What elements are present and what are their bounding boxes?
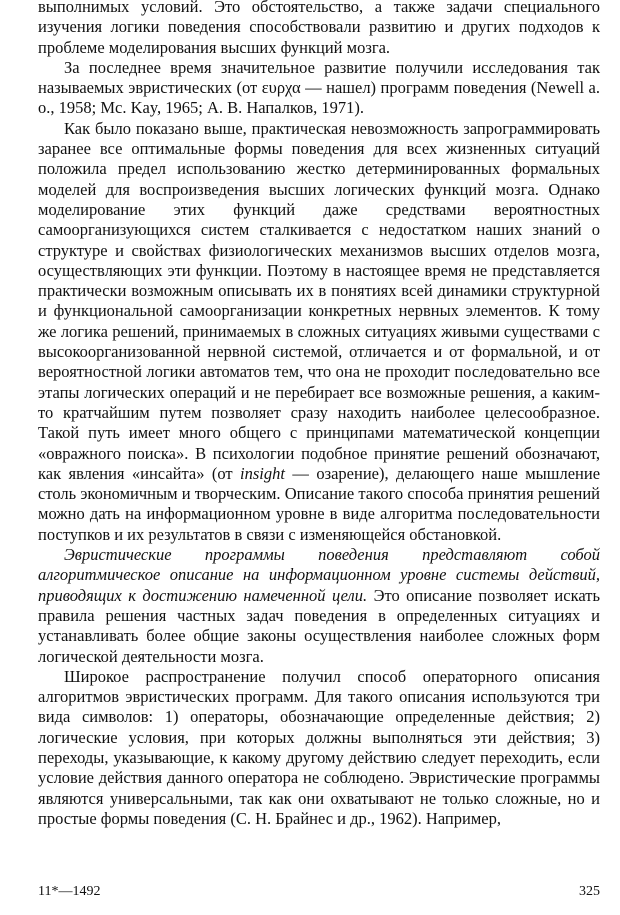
paragraph-heuristic-intro: За последнее время значительное развитие получили исследования так называемых эвристических (от ευρχα — нашел) программ поведения (Newell a. o., 1958; Mc. Kay, 1965; А. В. Напалков, 1971). — [38, 57, 600, 118]
printer-signature: 11*—1492 — [38, 884, 101, 899]
paragraph-definition — [38, 545, 600, 667]
paragraph-main-argument — [38, 119, 600, 545]
paragraph-main-text: Как было показано выше, практическая невозможность запрограммировать заранее все оптимальные формы поведения для всех жизненных ситуаций положила предел использованию жестко детерминированных формальных моделей для воспроизведения высших логических функций мозга. Однако моделирование этих функций даже средствами вероятностных самоорганизующихся систем сталкивается с недостатком наших знаний о структуре и свойствах физиологических механизмов высших отделов мозга, осуществляющих эти функции. Поэтому в настоящее время не представляется практически возможным описывать их в понятиях всей динамики структурной и функциональной самоорганизации конкретных нервных элементов. К тому же логика решений, принимаемых в сложных ситуациях живыми существами с высокоорганизованной нервной системой, отличается и от формальной, и от вероятностной логики автоматов тем, что она не проходит последовательно все этапы логических операций и не перебирает все возможные решения, а каким-то кратчайшим путем позволяет сразу находить наиболее целесообразное. Такой путь имеет много общего с принципами математической концепции «овражного поиска». В психологии подобное принятие решений обозначают, как явления «инсайта» (от — [38, 118, 600, 483]
paragraph-operator-description: Широкое распространение получил способ операторного описания алгоритмов эвристических программ. Для такого описания используются три вида символов: 1) операторы, обозначающие определенные действия; 2) логические условия, при которых должны выполняться эти действия; 3) переходы, указывающие, к какому другому действию следует переходить, если условие действия данного оператора не соблюдено. Эвристические программы являются универсальными, так как они охватывают не только сложные, но и простые формы поведения (С. Н. Брайнес и др., 1962). Например, — [38, 666, 600, 828]
definition-italic: Эвристические программы поведения представляют собой алгоритмическое описание на информационном уровне системы действий, приводящих к достижению намеченной цели. — [38, 545, 600, 605]
paragraph-main-tail: — озарение), делающего наше мышление столь экономичным и творческим. Описание такого способа принятия решений можно дать на информационном уровне в виде алгоритма последовательности поступков и их результатов в связи с изменяющейся обстановкой. — [38, 463, 601, 544]
insight-term: insight — [240, 463, 285, 483]
page-body — [38, 0, 600, 829]
paragraph-continuation: выполнимых условий. Это обстоятельство, а также задачи специального изучения логики поведения способствовали развитию и других подходов к проблеме моделирования высших функций мозга. — [38, 0, 600, 57]
definition-tail: Это описание позволяет искать правила решения частных задач поведения в определенных ситуациях и устанавливать более общие законы осуществления наиболее сложных форм логической деятельности мозга. — [38, 585, 600, 666]
page-number: 325 — [579, 884, 600, 899]
